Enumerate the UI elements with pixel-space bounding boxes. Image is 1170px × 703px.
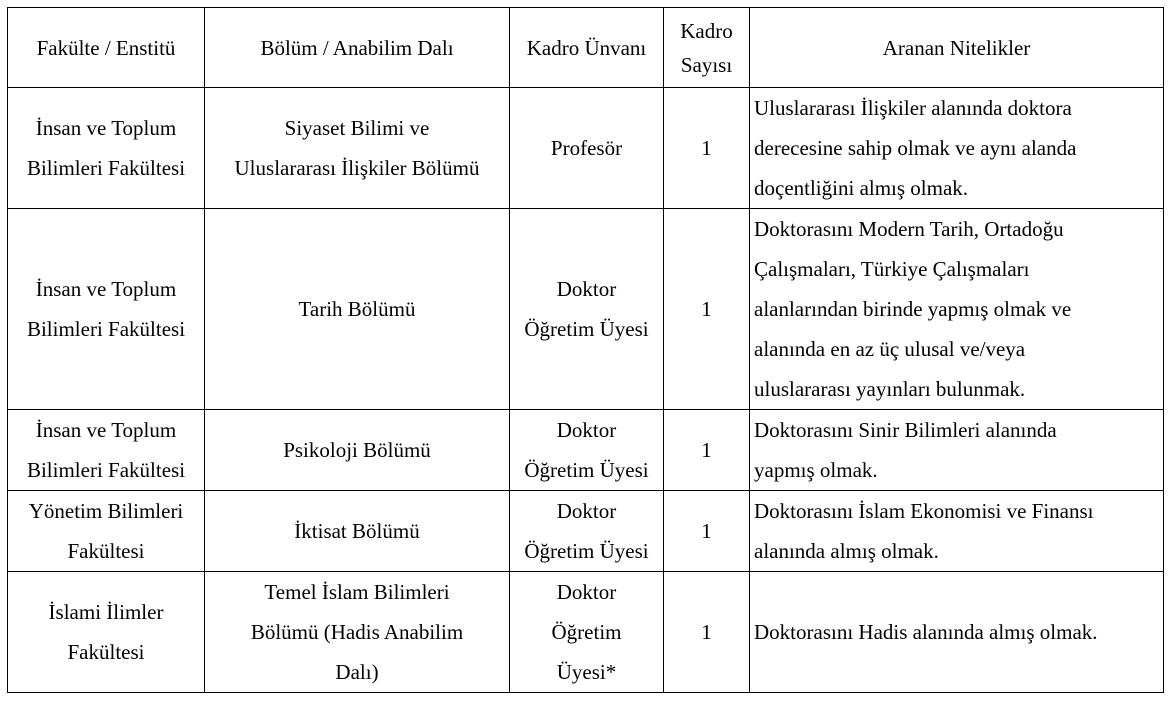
title-line: Doktor: [556, 499, 617, 523]
department-line: Tarih Bölümü: [298, 297, 416, 321]
faculty-line: Fakültesi: [67, 640, 145, 664]
title-cell: [510, 410, 664, 491]
faculty-line: Fakültesi: [67, 539, 145, 563]
department-cell: [205, 209, 510, 410]
requirements-line: Doktorasını Sinir Bilimleri alanında: [754, 418, 1057, 442]
title-cell: [510, 88, 664, 209]
header-count-line1: Kadro: [680, 18, 733, 43]
count-cell: 1: [664, 572, 750, 693]
header-faculty: Fakülte / Enstitü: [8, 8, 205, 88]
count-cell: 1: [664, 410, 750, 491]
title-line: Öğretim Üyesi: [524, 458, 649, 482]
requirements-line: yapmış olmak.: [754, 458, 878, 482]
faculty-cell: [8, 572, 205, 693]
requirements-cell: [750, 88, 1164, 209]
count-cell: 1: [664, 491, 750, 572]
requirements-cell: [750, 410, 1164, 491]
department-cell: [205, 410, 510, 491]
requirements-line: Çalışmaları, Türkiye Çalışmaları: [754, 257, 1030, 281]
faculty-line: Yönetim Bilimleri: [28, 499, 184, 523]
requirements-line: doçentliğini almış olmak.: [754, 176, 969, 200]
header-title: Kadro Ünvanı: [510, 8, 664, 88]
positions-table: [7, 7, 1164, 693]
department-line: İktisat Bölümü: [294, 519, 420, 543]
faculty-line: İnsan ve Toplum: [35, 277, 177, 301]
count-cell: 1: [664, 209, 750, 410]
table-row: [8, 410, 1164, 491]
header-count: [664, 8, 750, 88]
header-requirements: Aranan Nitelikler: [750, 8, 1164, 88]
table-row: [8, 209, 1164, 410]
title-line: Doktor: [556, 418, 617, 442]
faculty-line: İslami İlimler: [48, 600, 164, 624]
department-line: Temel İslam Bilimleri: [264, 580, 450, 604]
faculty-line: Bilimleri Fakültesi: [26, 156, 186, 180]
table-row: [8, 491, 1164, 572]
requirements-line: alanında almış olmak.: [754, 539, 939, 563]
table-row: [8, 572, 1164, 693]
requirements-line: alanlarından birinde yapmış olmak ve: [754, 297, 1072, 321]
department-cell: [205, 572, 510, 693]
header-count-line2: Sayısı: [680, 52, 733, 77]
title-line: Öğretim: [551, 620, 622, 644]
title-cell: [510, 209, 664, 410]
faculty-cell: [8, 88, 205, 209]
department-line: Uluslararası İlişkiler Bölümü: [234, 156, 480, 180]
faculty-line: Bilimleri Fakültesi: [26, 317, 186, 341]
requirements-line: uluslararası yayınları bulunmak.: [754, 377, 1026, 401]
department-line: Psikoloji Bölümü: [283, 438, 431, 462]
requirements-line: Doktorasını İslam Ekonomisi ve Finansı: [754, 499, 1094, 523]
faculty-line: İnsan ve Toplum: [35, 418, 177, 442]
title-line: Profesör: [550, 136, 623, 160]
requirements-cell: [750, 491, 1164, 572]
faculty-cell: [8, 491, 205, 572]
header-row: [8, 8, 1164, 88]
requirements-cell: [750, 572, 1164, 693]
title-line: Doktor: [556, 277, 617, 301]
department-cell: [205, 491, 510, 572]
department-line: Dalı): [335, 660, 379, 684]
title-line: Doktor: [556, 580, 617, 604]
count-cell: 1: [664, 88, 750, 209]
requirements-cell: [750, 209, 1164, 410]
requirements-line: Doktorasını Hadis alanında almış olmak.: [754, 620, 1098, 644]
requirements-line: derecesine sahip olmak ve aynı alanda: [754, 136, 1077, 160]
department-line: Bölümü (Hadis Anabilim: [250, 620, 464, 644]
faculty-line: İnsan ve Toplum: [35, 116, 177, 140]
title-cell: [510, 572, 664, 693]
requirements-line: Doktorasını Modern Tarih, Ortadoğu: [754, 217, 1064, 241]
table-row: [8, 88, 1164, 209]
faculty-cell: [8, 209, 205, 410]
requirements-line: alanında en az üç ulusal ve/veya: [754, 337, 1026, 361]
title-line: Öğretim Üyesi: [524, 317, 649, 341]
header-department: Bölüm / Anabilim Dalı: [205, 8, 510, 88]
faculty-cell: [8, 410, 205, 491]
requirements-line: Uluslararası İlişkiler alanında doktora: [754, 96, 1072, 120]
department-cell: [205, 88, 510, 209]
department-line: Siyaset Bilimi ve: [284, 116, 430, 140]
faculty-line: Bilimleri Fakültesi: [26, 458, 186, 482]
title-line: Üyesi*: [556, 660, 617, 684]
title-cell: [510, 491, 664, 572]
title-line: Öğretim Üyesi: [524, 539, 649, 563]
